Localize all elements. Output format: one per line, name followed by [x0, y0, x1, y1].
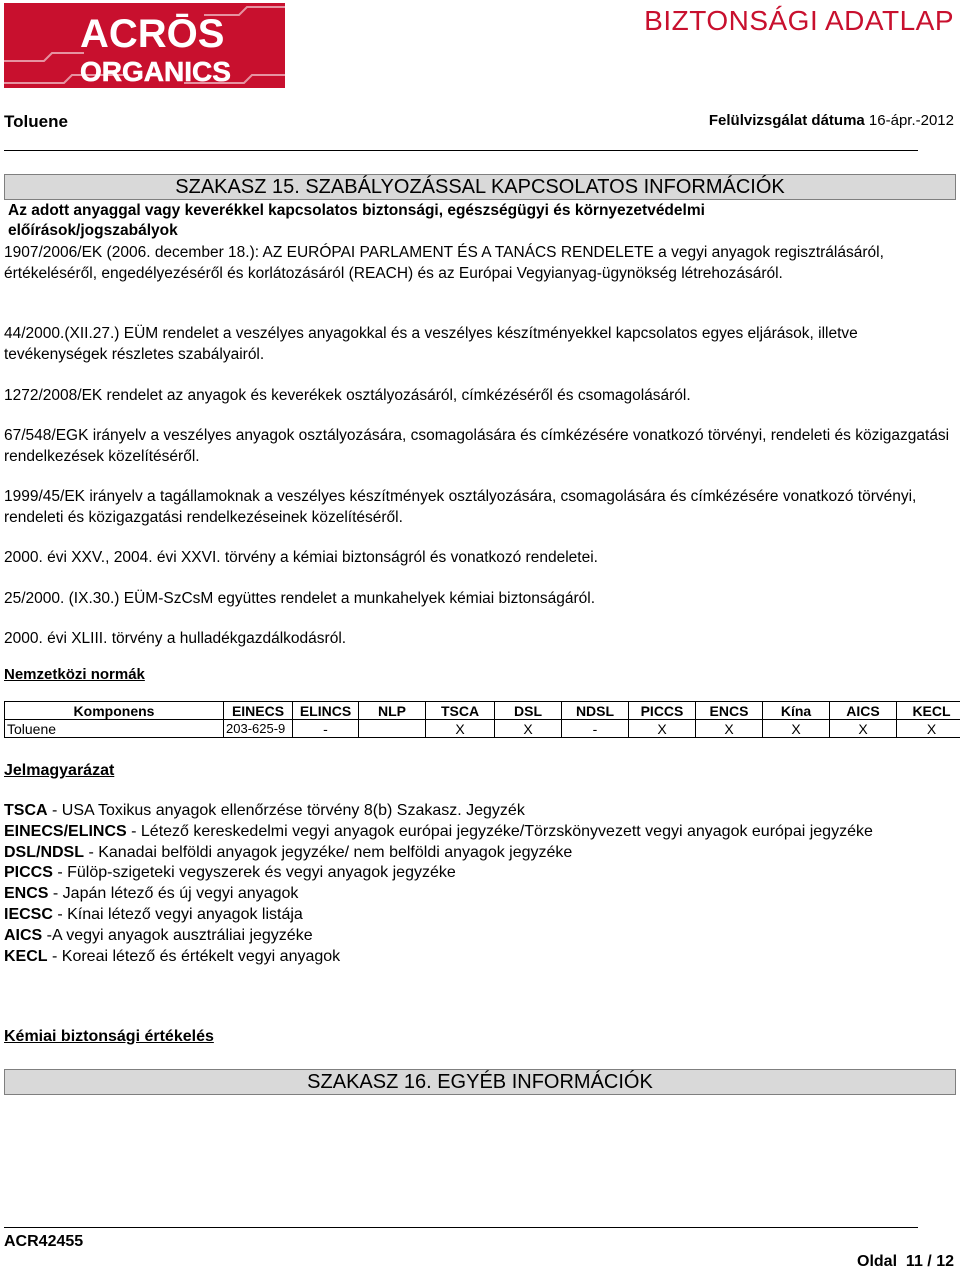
column-header: NLP [359, 702, 426, 720]
regulation-paragraph: 1272/2008/EK rendelet az anyagok és keverékek osztályozásáról, címkézéséről és csomagolásáról. [4, 387, 691, 404]
regulation-paragraph: 67/548/EGK irányelv a veszélyes anyagok osztályozására, csomagolására és címkézésére vonatkozó törvényi, rendeleti és közigazgatási rendelkezések közelítéséről. [4, 427, 950, 465]
logo-graphic [4, 3, 285, 88]
page-current: 11 [905, 1253, 923, 1270]
chemical-safety-assessment-heading: Kémiai biztonsági értékelés [4, 1028, 214, 1045]
legend-abbr: KECL [4, 947, 48, 965]
acros-organics-logo [4, 3, 285, 88]
legend-text: - Kanadai belföldi anyagok jegyzéke/ nem belföldi anyagok jegyzéke [84, 843, 573, 861]
table-cell: X [830, 720, 897, 738]
legend-abbr: EINECS/ELINCS [4, 822, 127, 840]
footer-divider [4, 1227, 918, 1228]
table-cell [359, 720, 426, 738]
product-name: Toluene [4, 112, 68, 131]
header-divider [4, 150, 918, 151]
table-cell: X [763, 720, 830, 738]
column-header: EINECS [224, 702, 293, 720]
legend-abbr: PICCS [4, 864, 53, 882]
column-header: TSCA [426, 702, 495, 720]
column-header: PICCS [629, 702, 696, 720]
legend-abbr: AICS [4, 926, 43, 944]
legend-heading: Jelmagyarázat [4, 762, 115, 779]
legend-item [4, 926, 924, 947]
legend-text: -A vegyi anyagok ausztráliai jegyzéke [42, 926, 313, 944]
table-header-row [5, 702, 960, 720]
regulation-paragraph: 1907/2006/EK (2006. december 18.): AZ EURÓPAI PARLAMENT ÉS A TANÁCS RENDELETE a vegyi anyagok regisztrálásáról, értékeléséről, engedélyezéséről és korlátozásáról (REACH) és az Európai Vegyianyag-ügynökség létrehozásáról. [4, 244, 884, 282]
column-header: KECL [897, 702, 960, 720]
table-cell: X [426, 720, 495, 738]
section-15-header: SZAKASZ 15. SZABÁLYOZÁSSAL KAPCSOLATOS INFORMÁCIÓK [4, 174, 956, 200]
legend-text: - Fülöp-szigeteki vegyszerek és vegyi anyagok jegyzéke [52, 864, 456, 882]
table-row [5, 720, 960, 738]
document-title: BIZTONSÁGI ADATLAP [644, 5, 954, 36]
legend-abbr: DSL/NDSL [4, 843, 84, 861]
table-cell: Toluene [5, 720, 224, 738]
regulation-paragraph: 1999/45/EK irányelv a tagállamoknak a veszélyes készítmények osztályozására, csomagolására és címkézésére vonatkozó törvényi, rendeleti és közigazgatási rendelkezéseinek közelítéséről. [4, 488, 917, 526]
legend-item [4, 863, 924, 884]
column-header: AICS [830, 702, 897, 720]
regulation-paragraph: 2000. évi XXV., 2004. évi XXVI. törvény a kémiai biztonságról és vonatkozó rendeletei. [4, 549, 598, 566]
document-id: ACR42455 [4, 1233, 84, 1250]
legend-list [4, 801, 924, 967]
column-header: Komponens [5, 702, 224, 720]
legend-item [4, 905, 924, 926]
legend-text: - Kínai létező vegyi anyagok listája [52, 905, 303, 923]
section-16-header: SZAKASZ 16. EGYÉB INFORMÁCIÓK [4, 1069, 956, 1095]
page-separator: / [927, 1253, 932, 1270]
logo-text-organics: ORGANICS [80, 56, 231, 87]
page-number [857, 1253, 954, 1271]
regulations-subheading-line-1: Az adott anyaggal vagy keverékkel kapcsolatos biztonsági, egészségügyi és környezetvédelmi [8, 202, 705, 219]
regulation-paragraph: 25/2000. (IX.30.) EÜM-SzCsM együttes rendelet a munkahelyek kémiai biztonságáról. [4, 590, 596, 607]
column-header: DSL [495, 702, 562, 720]
table-cell: - [293, 720, 359, 738]
column-header: ELINCS [293, 702, 359, 720]
international-norms-heading: Nemzetközi normák [4, 666, 145, 683]
page-total: 12 [936, 1253, 954, 1270]
column-header: Kína [763, 702, 830, 720]
legend-abbr: ENCS [4, 885, 49, 903]
regulation-paragraph: 2000. évi XLIII. törvény a hulladékgazdálkodásról. [4, 630, 347, 647]
legend-abbr: TSCA [4, 802, 48, 819]
regulation-paragraph: 44/2000.(XII.27.) EÜM rendelet a veszélyes anyagokkal és a veszélyes készítményekkel kapcsolatos egyes eljárások, illetve tevékenységek részletes szabályairól. [4, 325, 858, 363]
table-cell: X [495, 720, 562, 738]
page-label: Oldal [857, 1253, 898, 1270]
legend-item [4, 822, 924, 843]
table-cell: X [897, 720, 960, 738]
table-cell: X [629, 720, 696, 738]
legend-item [4, 947, 924, 968]
revision-date [709, 112, 954, 129]
legend-abbr: IECSC [4, 905, 53, 923]
regulations-subheading-line-2: előírások/jogszabályok [8, 222, 178, 239]
legend-text: - USA Toxikus anyagok ellenőrzése törvény 8(b) Szakasz. Jegyzék [47, 802, 525, 819]
column-header: NDSL [562, 702, 629, 720]
legend-item [4, 801, 924, 822]
legend-text: - Koreai létező és értékelt vegyi anyagok [47, 947, 341, 965]
regulations-subheading [8, 201, 828, 241]
logo-text-acros: ACRŌS [80, 12, 225, 56]
legend-text: - Létező kereskedelmi vegyi anyagok európai jegyzéke/Törzskönyvezett vegyi anyagok európai jegyzéke [126, 822, 873, 840]
revision-label: Felülvizsgálat dátuma [708, 112, 865, 129]
column-header: ENCS [696, 702, 763, 720]
inventory-table [4, 701, 960, 738]
table-cell: - [562, 720, 629, 738]
table-cell: 203-625-9 [224, 720, 293, 738]
revision-date-value: 16-ápr.-2012 [868, 112, 954, 129]
legend-item [4, 884, 924, 905]
legend-text: - Japán létező és új vegyi anyagok [48, 885, 299, 903]
legend-item [4, 843, 924, 864]
table-cell: X [696, 720, 763, 738]
